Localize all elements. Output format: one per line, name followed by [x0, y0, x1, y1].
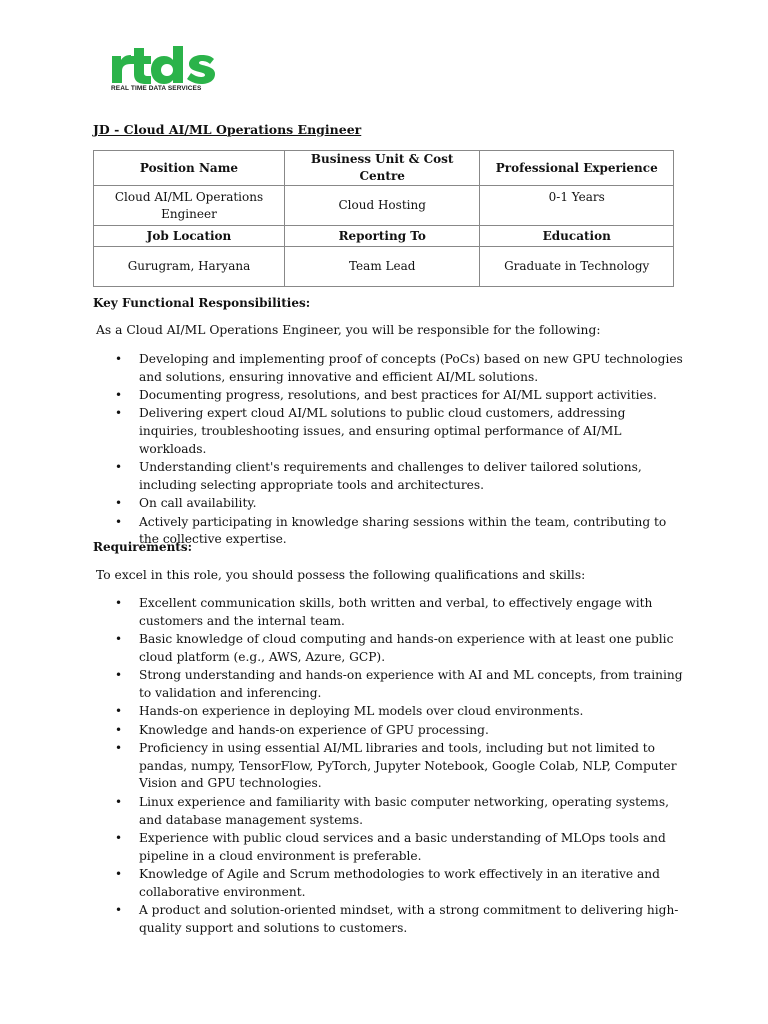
header-business-unit: Business Unit & Cost Centre	[284, 151, 479, 186]
bullet-icon: •	[115, 514, 123, 529]
table-row	[94, 151, 674, 186]
list-item-text: Strong understanding and hands-on experience with AI and ML concepts, from training to validation and inferencing.	[139, 668, 683, 700]
list-item-text: On call availability.	[139, 496, 257, 511]
bullet-icon: •	[115, 794, 123, 809]
logo-tagline: REAL TIME DATA SERVICES	[111, 85, 202, 92]
value-reporting-to: Team Lead	[284, 247, 479, 287]
bullet-icon: •	[115, 352, 123, 366]
bullet-icon: •	[115, 406, 123, 421]
company-logo	[110, 44, 216, 94]
responsibilities-heading: Key Functional Responsibilities:	[93, 296, 311, 310]
list-item-text: Knowledge of Agile and Scrum methodologies to work effectively in an iterative and collaborative environment.	[139, 866, 660, 899]
list-item-text: Developing and implementing proof of concepts (PoCs) based on new GPU technologies and solutions, ensuring innovative and efficient AI/ML solutions.	[139, 352, 683, 384]
list-item-text: Delivering expert cloud AI/ML solutions to public cloud customers, addressing inquiries, troubleshooting issues, and ensuring optimal performance of AI/ML workloads.	[139, 406, 626, 456]
list-item-text: Knowledge and hands-on experience of GPU processing.	[139, 722, 489, 737]
list-item	[93, 631, 683, 667]
list-item-text: Experience with public cloud services and a basic understanding of MLOps tools and pipeline in a cloud environment is preferable.	[139, 830, 666, 863]
bullet-icon: •	[115, 704, 123, 719]
list-item	[93, 830, 683, 866]
list-item-text: Actively participating in knowledge sharing sessions within the team, contributing to the collective expertise.	[139, 514, 667, 547]
list-item-text: Excellent communication skills, both written and verbal, to effectively engage with customers and the internal team.	[139, 596, 653, 628]
list-item	[93, 866, 683, 902]
list-item	[93, 405, 683, 458]
list-item-text: Linux experience and familiarity with basic computer networking, operating systems, and database management systems.	[139, 794, 669, 827]
value-job-location: Gurugram, Haryana	[94, 247, 285, 287]
bullet-icon: •	[115, 460, 123, 475]
bullet-icon: •	[115, 668, 123, 683]
header-education: Education	[480, 226, 674, 247]
bullet-icon: •	[115, 596, 123, 610]
list-item	[93, 595, 683, 631]
list-item	[93, 351, 683, 387]
list-item	[93, 495, 683, 513]
list-item	[93, 667, 683, 703]
list-item-text: A product and solution-oriented mindset, with a strong commitment to delivering high-quality support and solutions to customers.	[139, 903, 679, 935]
list-item	[93, 387, 683, 405]
value-business-unit: Cloud Hosting	[284, 186, 479, 226]
document-title: JD - Cloud AI/ML Operations Engineer	[93, 122, 362, 137]
list-item-text: Basic knowledge of cloud computing and hands-on experience with at least one public cloud platform (e.g., AWS, Azure, GCP).	[139, 632, 674, 664]
rtds-logo-mark	[110, 44, 216, 86]
value-position-name: Cloud AI/ML Operations Engineer	[94, 186, 285, 226]
bullet-icon: •	[115, 496, 123, 511]
job-info-table	[93, 150, 674, 287]
value-education: Graduate in Technology	[480, 247, 674, 287]
list-item-text: Hands-on experience in deploying ML models over cloud environments.	[139, 704, 584, 719]
list-item	[93, 703, 683, 721]
requirements-intro: To excel in this role, you should possess the following qualifications and skills:	[96, 568, 586, 582]
bullet-icon: •	[115, 866, 123, 881]
requirements-list	[93, 595, 683, 938]
list-item	[93, 902, 683, 938]
table-row	[94, 186, 674, 226]
requirements-heading: Requirements:	[93, 540, 193, 554]
header-reporting-to: Reporting To	[284, 226, 479, 247]
list-item	[93, 794, 683, 830]
table-row	[94, 226, 674, 247]
bullet-icon: •	[115, 632, 123, 647]
header-professional-experience: Professional Experience	[480, 151, 674, 186]
list-item	[93, 740, 683, 793]
value-professional-experience: 0-1 Years	[480, 186, 674, 226]
bullet-icon: •	[115, 830, 123, 845]
responsibilities-list	[93, 351, 683, 550]
bullet-icon: •	[115, 388, 123, 403]
header-position-name: Position Name	[94, 151, 285, 186]
table-row	[94, 247, 674, 287]
list-item-text: Understanding client's requirements and challenges to deliver tailored solutions, including selecting appropriate tools and architectures.	[139, 460, 642, 493]
list-item-text: Documenting progress, resolutions, and best practices for AI/ML support activities.	[139, 388, 657, 403]
bullet-icon: •	[115, 740, 123, 755]
header-job-location: Job Location	[94, 226, 285, 247]
bullet-icon: •	[115, 903, 123, 918]
list-item	[93, 459, 683, 495]
list-item-text: Proficiency in using essential AI/ML libraries and tools, including but not limited to pandas, numpy, TensorFlow, PyTorch, Jupyter Notebook, Google Colab, NLP, Computer Vision and GPU technologies.	[139, 740, 677, 791]
responsibilities-intro: As a Cloud AI/ML Operations Engineer, you will be responsible for the following:	[96, 323, 601, 337]
bullet-icon: •	[115, 722, 123, 737]
list-item	[93, 722, 683, 740]
